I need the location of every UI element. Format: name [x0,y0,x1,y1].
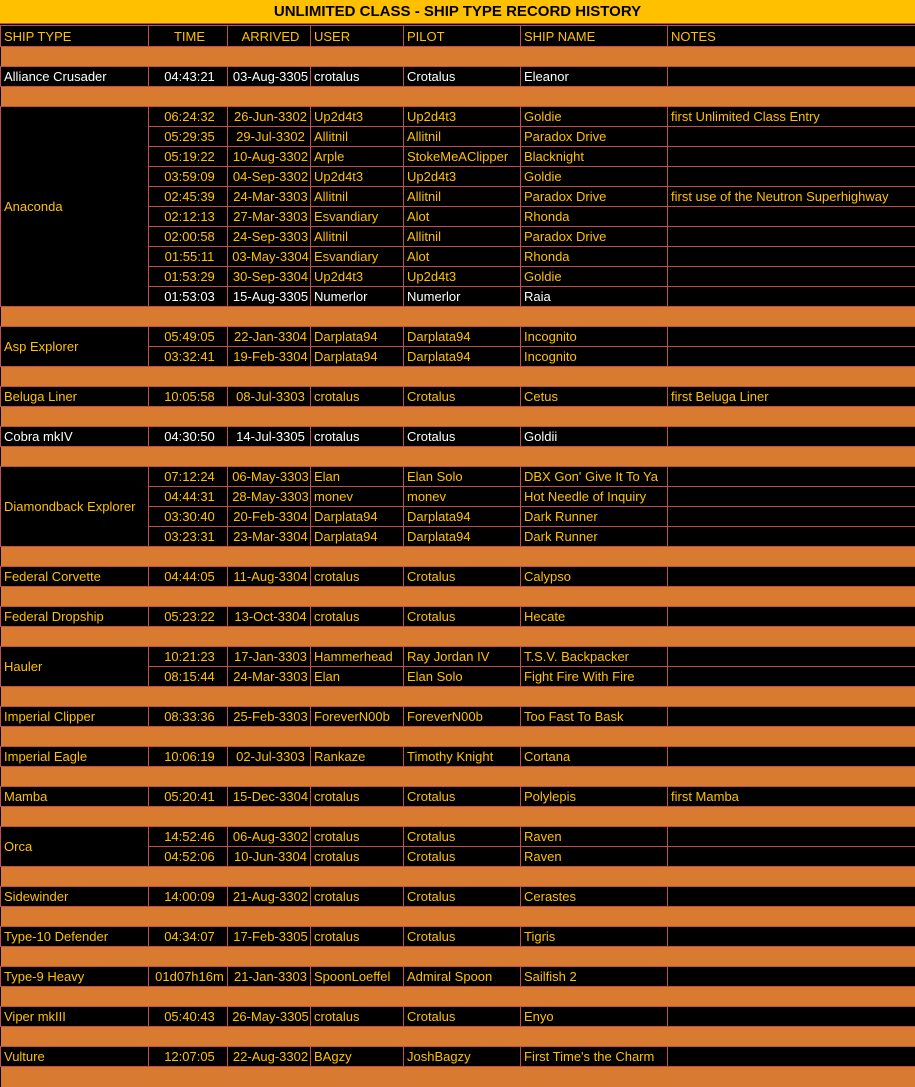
arrived-cell: 23-Mar-3304 [228,527,311,547]
user-cell: Allitnil [311,227,404,247]
arrived-cell: 28-May-3303 [228,487,311,507]
ship-type-cell: Sidewinder [1,887,149,907]
notes-cell [668,267,915,287]
notes-cell: first Unlimited Class Entry [668,107,915,127]
time-cell: 05:40:43 [149,1007,228,1027]
group-separator [1,87,915,107]
ship-name-cell: Tigris [521,927,668,947]
record-row [1,67,915,87]
pilot-cell: Allitnil [404,127,521,147]
group-separator [1,727,915,747]
ship-name-cell: Dark Runner [521,507,668,527]
time-cell: 03:32:41 [149,347,228,367]
ship-name-cell: Incognito [521,327,668,347]
ship-name-cell: Goldii [521,427,668,447]
notes-cell [668,207,915,227]
arrived-cell: 14-Jul-3305 [228,427,311,447]
time-cell: 01:53:03 [149,287,228,307]
ship-name-cell: Dark Runner [521,527,668,547]
user-cell: crotalus [311,607,404,627]
arrived-cell: 02-Jul-3303 [228,747,311,767]
ship-name-cell: Goldie [521,167,668,187]
user-cell: Hammerhead [311,647,404,667]
ship-name-cell: Hecate [521,607,668,627]
group-separator [1,1067,915,1087]
group-separator-cell [1,547,915,567]
pilot-cell: Allitnil [404,227,521,247]
arrived-cell: 22-Aug-3302 [228,1047,311,1067]
user-cell: Rankaze [311,747,404,767]
arrived-cell: 17-Feb-3305 [228,927,311,947]
ship-name-cell: Incognito [521,347,668,367]
user-cell: crotalus [311,567,404,587]
group-separator-cell [1,727,915,747]
ship-type-cell: Alliance Crusader [1,67,149,87]
time-cell: 04:44:31 [149,487,228,507]
group-separator-cell [1,867,915,887]
pilot-cell: Crotalus [404,787,521,807]
group-separator-cell [1,687,915,707]
time-cell: 08:15:44 [149,667,228,687]
user-cell: ForeverN00b [311,707,404,727]
ship-type-cell: Asp Explorer [1,327,149,367]
ship-name-cell: DBX Gon' Give It To Ya [521,467,668,487]
user-cell: Allitnil [311,187,404,207]
time-cell: 05:19:22 [149,147,228,167]
notes-cell [668,747,915,767]
pilot-cell: Numerlor [404,287,521,307]
group-separator [1,687,915,707]
header-arrived: ARRIVED [228,26,311,47]
ship-name-cell: Raven [521,847,668,867]
user-cell: Darplata94 [311,507,404,527]
time-cell: 01d07h16m [149,967,228,987]
record-row [1,467,915,487]
arrived-cell: 21-Jan-3303 [228,967,311,987]
header-time: TIME [149,26,228,47]
notes-cell [668,167,915,187]
time-cell: 05:23:22 [149,607,228,627]
notes-cell [668,927,915,947]
group-separator-cell [1,907,915,927]
group-separator-cell [1,767,915,787]
pilot-cell: StokeMeAClipper [404,147,521,167]
arrived-cell: 06-Aug-3302 [228,827,311,847]
group-separator [1,1027,915,1047]
record-row [1,827,915,847]
pilot-cell: Darplata94 [404,507,521,527]
arrived-cell: 15-Aug-3305 [228,287,311,307]
notes-cell [668,467,915,487]
pilot-cell: Admiral Spoon [404,967,521,987]
user-cell: crotalus [311,67,404,87]
pilot-cell: Darplata94 [404,327,521,347]
record-row [1,1047,915,1067]
header-ship-name: SHIP NAME [521,26,668,47]
arrived-cell: 19-Feb-3304 [228,347,311,367]
ship-name-cell: Cortana [521,747,668,767]
time-cell: 10:21:23 [149,647,228,667]
ship-type-cell: Vulture [1,1047,149,1067]
time-cell: 03:30:40 [149,507,228,527]
ship-type-cell: Imperial Clipper [1,707,149,727]
time-cell: 03:59:09 [149,167,228,187]
pilot-cell: Darplata94 [404,347,521,367]
time-cell: 14:52:46 [149,827,228,847]
ship-name-cell: Polylepis [521,787,668,807]
record-row [1,567,915,587]
arrived-cell: 26-May-3305 [228,1007,311,1027]
ship-name-cell: Raven [521,827,668,847]
user-cell: SpoonLoeffel [311,967,404,987]
time-cell: 03:23:31 [149,527,228,547]
user-cell: Up2d4t3 [311,107,404,127]
pilot-cell: Allitnil [404,187,521,207]
header-notes: NOTES [668,26,915,47]
group-separator-cell [1,947,915,967]
user-cell: crotalus [311,887,404,907]
arrived-cell: 30-Sep-3304 [228,267,311,287]
pilot-cell: Crotalus [404,427,521,447]
arrived-cell: 22-Jan-3304 [228,327,311,347]
pilot-cell: Crotalus [404,607,521,627]
time-cell: 06:24:32 [149,107,228,127]
pilot-cell: Darplata94 [404,527,521,547]
notes-cell [668,247,915,267]
notes-cell [668,287,915,307]
pilot-cell: Crotalus [404,887,521,907]
notes-cell [668,487,915,507]
ship-name-cell: Rhonda [521,207,668,227]
ship-type-cell: Orca [1,827,149,867]
time-cell: 08:33:36 [149,707,228,727]
user-cell: Darplata94 [311,327,404,347]
time-cell: 10:06:19 [149,747,228,767]
notes-cell [668,1047,915,1067]
ship-type-cell: Hauler [1,647,149,687]
notes-cell [668,527,915,547]
notes-cell [668,227,915,247]
user-cell: BAgzy [311,1047,404,1067]
group-separator-cell [1,587,915,607]
user-cell: monev [311,487,404,507]
header-user: USER [311,26,404,47]
pilot-cell: Timothy Knight [404,747,521,767]
ship-name-cell: Calypso [521,567,668,587]
notes-cell [668,67,915,87]
group-separator [1,907,915,927]
group-separator-cell [1,307,915,327]
arrived-cell: 03-Aug-3305 [228,67,311,87]
sheet-title: UNLIMITED CLASS - SHIP TYPE RECORD HISTORY [0,0,915,24]
notes-cell: first use of the Neutron Superhighway [668,187,915,207]
pilot-cell: Alot [404,207,521,227]
record-row [1,1007,915,1027]
arrived-cell: 08-Jul-3303 [228,387,311,407]
time-cell: 02:12:13 [149,207,228,227]
time-cell: 04:52:06 [149,847,228,867]
pilot-cell: monev [404,487,521,507]
arrived-cell: 20-Feb-3304 [228,507,311,527]
time-cell: 10:05:58 [149,387,228,407]
ship-type-cell: Federal Corvette [1,567,149,587]
time-cell: 01:55:11 [149,247,228,267]
ship-name-cell: First Time's the Charm [521,1047,668,1067]
group-separator [1,947,915,967]
user-cell: Up2d4t3 [311,267,404,287]
arrived-cell: 29-Jul-3302 [228,127,311,147]
group-separator [1,367,915,387]
ship-name-cell: T.S.V. Backpacker [521,647,668,667]
time-cell: 04:30:50 [149,427,228,447]
ship-name-cell: Blacknight [521,147,668,167]
notes-cell [668,1007,915,1027]
group-separator [1,407,915,427]
time-cell: 02:45:39 [149,187,228,207]
notes-cell [668,427,915,447]
group-separator-cell [1,987,915,1007]
group-separator [1,987,915,1007]
user-cell: crotalus [311,827,404,847]
ship-type-cell: Viper mkIII [1,1007,149,1027]
arrived-cell: 06-May-3303 [228,467,311,487]
ship-name-cell: Cetus [521,387,668,407]
pilot-cell: Elan Solo [404,467,521,487]
arrived-cell: 11-Aug-3304 [228,567,311,587]
user-cell: crotalus [311,787,404,807]
pilot-cell: JoshBagzy [404,1047,521,1067]
ship-name-cell: Rhonda [521,247,668,267]
ship-name-cell: Hot Needle of Inquiry [521,487,668,507]
header-row [1,26,915,47]
time-cell: 12:07:05 [149,1047,228,1067]
ship-type-cell: Federal Dropship [1,607,149,627]
notes-cell [668,647,915,667]
record-row [1,927,915,947]
time-cell: 05:20:41 [149,787,228,807]
group-separator [1,47,915,67]
arrived-cell: 26-Jun-3302 [228,107,311,127]
arrived-cell: 10-Jun-3304 [228,847,311,867]
ship-type-cell: Mamba [1,787,149,807]
group-separator-cell [1,807,915,827]
user-cell: Up2d4t3 [311,167,404,187]
notes-cell [668,887,915,907]
user-cell: Elan [311,467,404,487]
group-separator [1,447,915,467]
group-separator-cell [1,1067,915,1087]
arrived-cell: 17-Jan-3303 [228,647,311,667]
pilot-cell: Alot [404,247,521,267]
user-cell: Elan [311,667,404,687]
record-row [1,967,915,987]
time-cell: 14:00:09 [149,887,228,907]
group-separator-cell [1,627,915,647]
notes-cell [668,327,915,347]
ship-name-cell: Eleanor [521,67,668,87]
group-separator [1,547,915,567]
arrived-cell: 10-Aug-3302 [228,147,311,167]
notes-cell: first Beluga Liner [668,387,915,407]
ship-type-cell: Type-10 Defender [1,927,149,947]
user-cell: crotalus [311,927,404,947]
record-row [1,707,915,727]
notes-cell [668,607,915,627]
group-separator [1,807,915,827]
notes-cell [668,147,915,167]
pilot-cell: Crotalus [404,1007,521,1027]
arrived-cell: 15-Dec-3304 [228,787,311,807]
group-separator [1,867,915,887]
group-separator-cell [1,407,915,427]
user-cell: Allitnil [311,127,404,147]
user-cell: crotalus [311,847,404,867]
arrived-cell: 24-Mar-3303 [228,667,311,687]
ship-name-cell: Goldie [521,107,668,127]
time-cell: 04:34:07 [149,927,228,947]
user-cell: crotalus [311,387,404,407]
record-row [1,327,915,347]
group-separator [1,587,915,607]
group-separator [1,627,915,647]
arrived-cell: 21-Aug-3302 [228,887,311,907]
ship-type-cell: Cobra mkIV [1,427,149,447]
ship-name-cell: Sailfish 2 [521,967,668,987]
group-separator-cell [1,1027,915,1047]
notes-cell [668,507,915,527]
pilot-cell: Crotalus [404,847,521,867]
records-table [0,25,915,1087]
group-separator-cell [1,47,915,67]
notes-cell [668,667,915,687]
time-cell: 05:29:35 [149,127,228,147]
pilot-cell: Crotalus [404,387,521,407]
notes-cell: first Mamba [668,787,915,807]
user-cell: Arple [311,147,404,167]
ship-type-cell: Anaconda [1,107,149,307]
notes-cell [668,347,915,367]
ship-name-cell: Paradox Drive [521,227,668,247]
record-row [1,647,915,667]
arrived-cell: 13-Oct-3304 [228,607,311,627]
arrived-cell: 24-Sep-3303 [228,227,311,247]
ship-type-cell: Diamondback Explorer [1,467,149,547]
arrived-cell: 24-Mar-3303 [228,187,311,207]
arrived-cell: 27-Mar-3303 [228,207,311,227]
pilot-cell: Up2d4t3 [404,107,521,127]
user-cell: Numerlor [311,287,404,307]
group-separator-cell [1,447,915,467]
user-cell: Darplata94 [311,347,404,367]
ship-name-cell: Too Fast To Bask [521,707,668,727]
notes-cell [668,847,915,867]
record-row [1,887,915,907]
ship-name-cell: Paradox Drive [521,127,668,147]
pilot-cell: Crotalus [404,67,521,87]
ship-name-cell: Fight Fire With Fire [521,667,668,687]
pilot-cell: Elan Solo [404,667,521,687]
header-pilot: PILOT [404,26,521,47]
ship-type-cell: Type-9 Heavy [1,967,149,987]
ship-name-cell: Paradox Drive [521,187,668,207]
pilot-cell: Up2d4t3 [404,267,521,287]
ship-name-cell: Cerastes [521,887,668,907]
record-row [1,607,915,627]
arrived-cell: 04-Sep-3302 [228,167,311,187]
notes-cell [668,827,915,847]
time-cell: 01:53:29 [149,267,228,287]
notes-cell [668,127,915,147]
group-separator-cell [1,367,915,387]
group-separator-cell [1,87,915,107]
ship-type-cell: Beluga Liner [1,387,149,407]
pilot-cell: Crotalus [404,567,521,587]
time-cell: 04:43:21 [149,67,228,87]
user-cell: Darplata94 [311,527,404,547]
pilot-cell: Crotalus [404,827,521,847]
group-separator [1,307,915,327]
group-separator [1,767,915,787]
pilot-cell: Up2d4t3 [404,167,521,187]
ship-name-cell: Goldie [521,267,668,287]
user-cell: crotalus [311,1007,404,1027]
pilot-cell: ForeverN00b [404,707,521,727]
time-cell: 05:49:05 [149,327,228,347]
record-row [1,787,915,807]
notes-cell [668,707,915,727]
arrived-cell: 25-Feb-3303 [228,707,311,727]
record-row [1,107,915,127]
pilot-cell: Crotalus [404,927,521,947]
record-row [1,387,915,407]
notes-cell [668,967,915,987]
ship-type-cell: Imperial Eagle [1,747,149,767]
user-cell: crotalus [311,427,404,447]
ship-name-cell: Raia [521,287,668,307]
header-ship-type: SHIP TYPE [1,26,149,47]
ship-name-cell: Enyo [521,1007,668,1027]
time-cell: 04:44:05 [149,567,228,587]
notes-cell [668,567,915,587]
record-row [1,747,915,767]
arrived-cell: 03-May-3304 [228,247,311,267]
time-cell: 02:00:58 [149,227,228,247]
time-cell: 07:12:24 [149,467,228,487]
user-cell: Esvandiary [311,247,404,267]
user-cell: Esvandiary [311,207,404,227]
record-row [1,427,915,447]
pilot-cell: Ray Jordan IV [404,647,521,667]
